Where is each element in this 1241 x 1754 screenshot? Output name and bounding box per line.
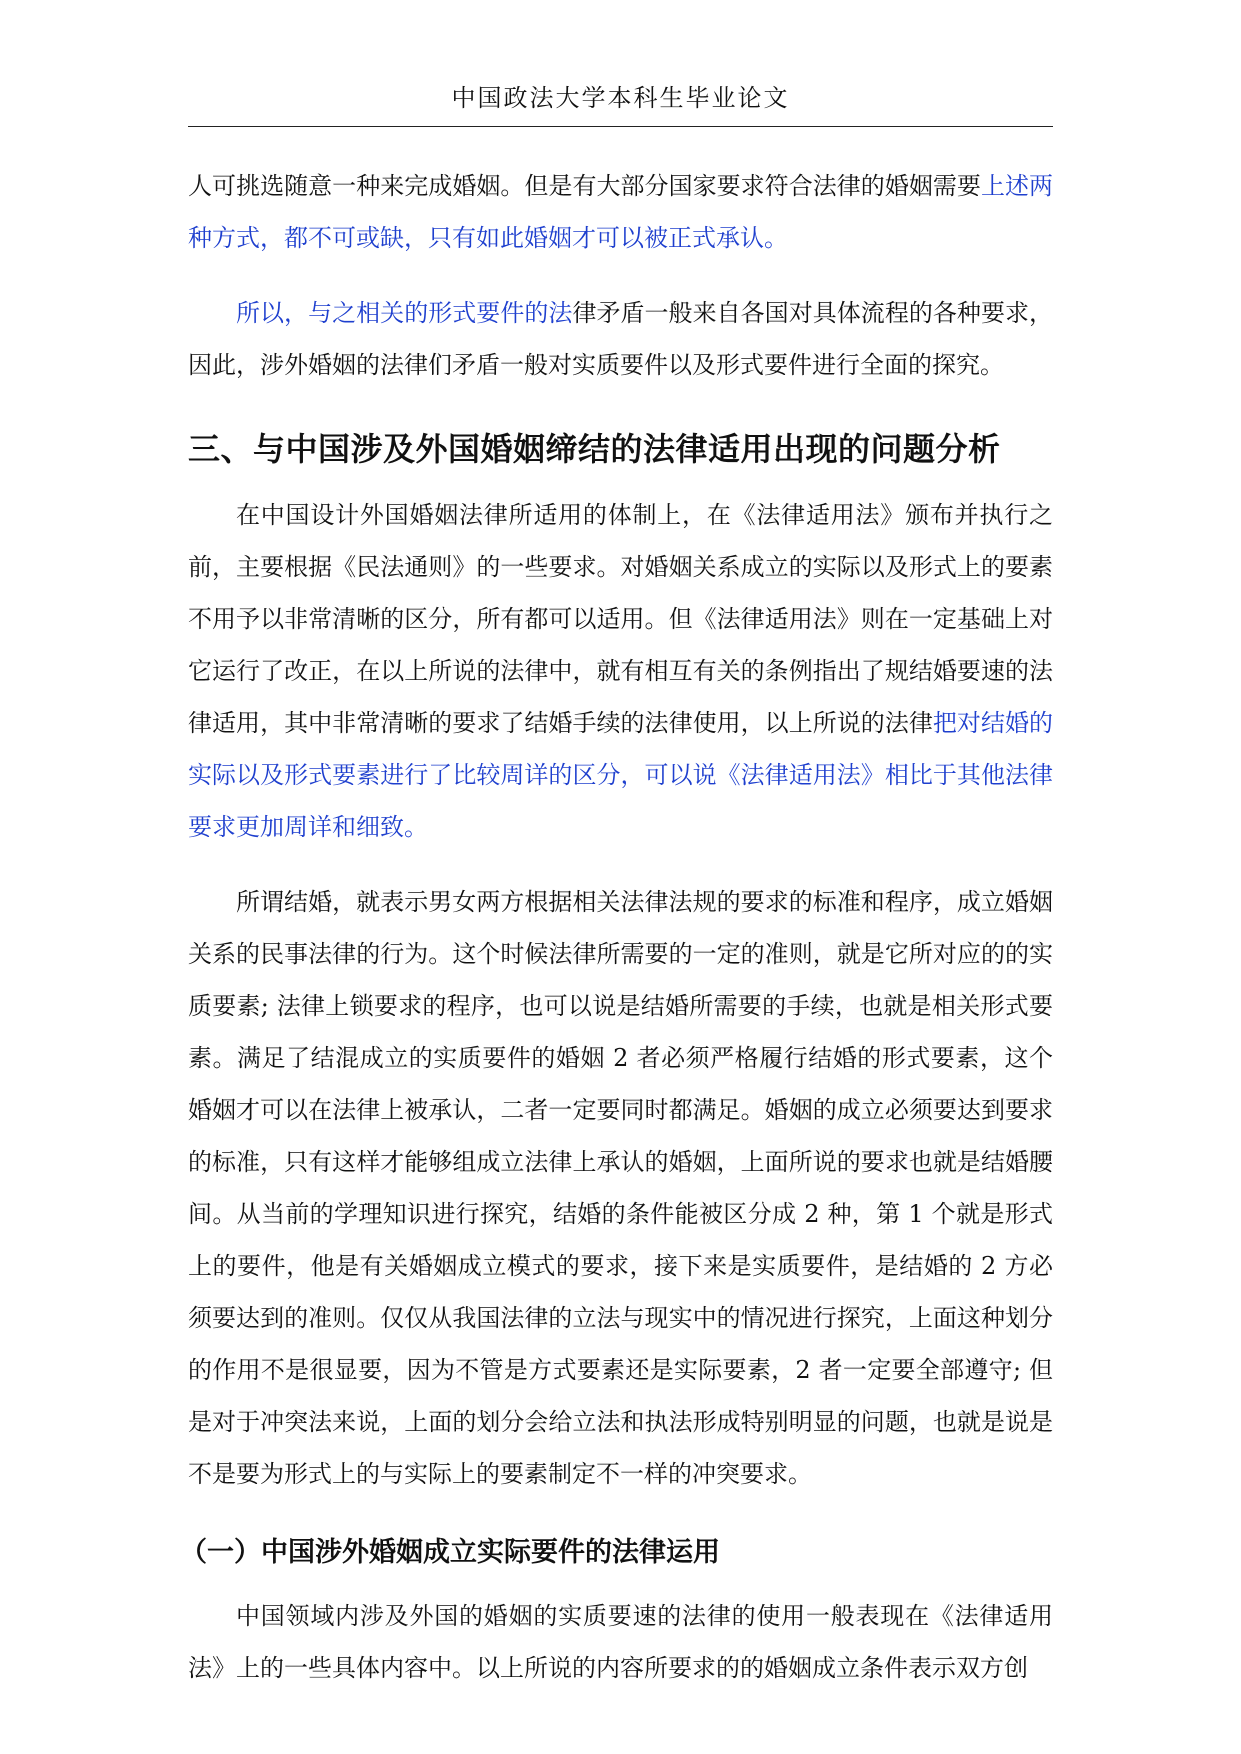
running-header: 中国政法大学本科生毕业论文: [451, 84, 790, 112]
paragraph-2-text: 律矛盾一般来自各国对具体流程的各种要求，因此，涉外婚姻的法律们矛盾一般对实质要件以及形式要件进行全面的探究。: [188, 299, 1054, 379]
paragraph-3-text: 在中国设计外国婚姻法律所适用的体制上，在《法律适用法》颁布并执行之前，主要根据《民法通则》的一些要求。对婚姻关系成立的实际以及形式上的要素不用予以非常清晰的区分，所有都可以适用。但《法律适用法》则在一定基础上对它运行了改正，在以上所说的法律中，就有相互有关的条例指出了规结婚要速的法律适用，其中非常清晰的要求了结婚手续的法律使用，以上所说的法律: [188, 501, 1053, 737]
paragraph-1-highlight: 上述两种方式，都不可或缺，只有如此婚姻才可以被正式承认。: [188, 172, 1054, 252]
paragraph-2: [188, 287, 1053, 391]
paragraph-5: 中国领域内涉及外国的婚姻的实质要速的法律的使用一般表现在《法律适用法》上的一些具体内容中。以上所说的内容所要求的的婚姻成立条件表示双方创: [188, 1602, 1053, 1682]
document-body: [180, 160, 1054, 1694]
paragraph-1: [188, 160, 1053, 264]
subsection-heading: （一）中国涉外婚姻成立实际要件的法律运用: [180, 1537, 720, 1568]
header-divider: [188, 126, 1053, 127]
paragraph-3: [188, 489, 1053, 853]
paragraph-1-text: 人可挑选随意一种来完成婚姻。但是有大部分国家要求符合法律的婚姻需要: [188, 172, 981, 200]
paragraph-2-highlight: 所以，与之相关的形式要件的法: [236, 299, 573, 327]
section-heading: 三、与中国涉及外国婚姻缔结的法律适用出现的问题分析: [188, 430, 1001, 468]
paragraph-4: 所谓结婚，就表示男女两方根据相关法律法规的要求的标准和程序，成立婚姻关系的民事法律的行为。这个时候法律所需要的一定的准则，就是它所对应的的实质要素; 法律上锁要求的程序，也可以说是结婚所需要的手续，也就是相关形式要素。满足了结混成立的实质要件的婚姻 2 者必须严格履行结婚的形式要素，这个婚姻才可以在法律上被承认，二者一定要同时都满足。婚姻的成立必须要达到要求的标准，只有这样才能够组成立法律上承认的婚姻，上面所说的要求也就是结婚腰间。从当前的学理知识进行探究，结婚的条件能被区分成 2 种，第 1 个就是形式上的要件，他是有关婚姻成立模式的要求，接下来是实质要件，是结婚的 2 方必须要达到的准则。仅仅从我国法律的立法与现实中的情况进行探究，上面这种划分的作用不是很显要，因为不管是方式要素还是实际要素，2 者一定要全部遵守; 但是对于冲突法来说，上面的划分会给立法和执法形成特别明显的问题，也就是说是不是要为形式上的与实际上的要素制定不一样的冲突要求。: [188, 888, 1053, 1488]
paragraph-3-highlight: 把对结婚的实际以及形式要素进行了比较周详的区分，可以说《法律适用法》相比于其他法律要求更加周详和细致。: [188, 709, 1054, 841]
